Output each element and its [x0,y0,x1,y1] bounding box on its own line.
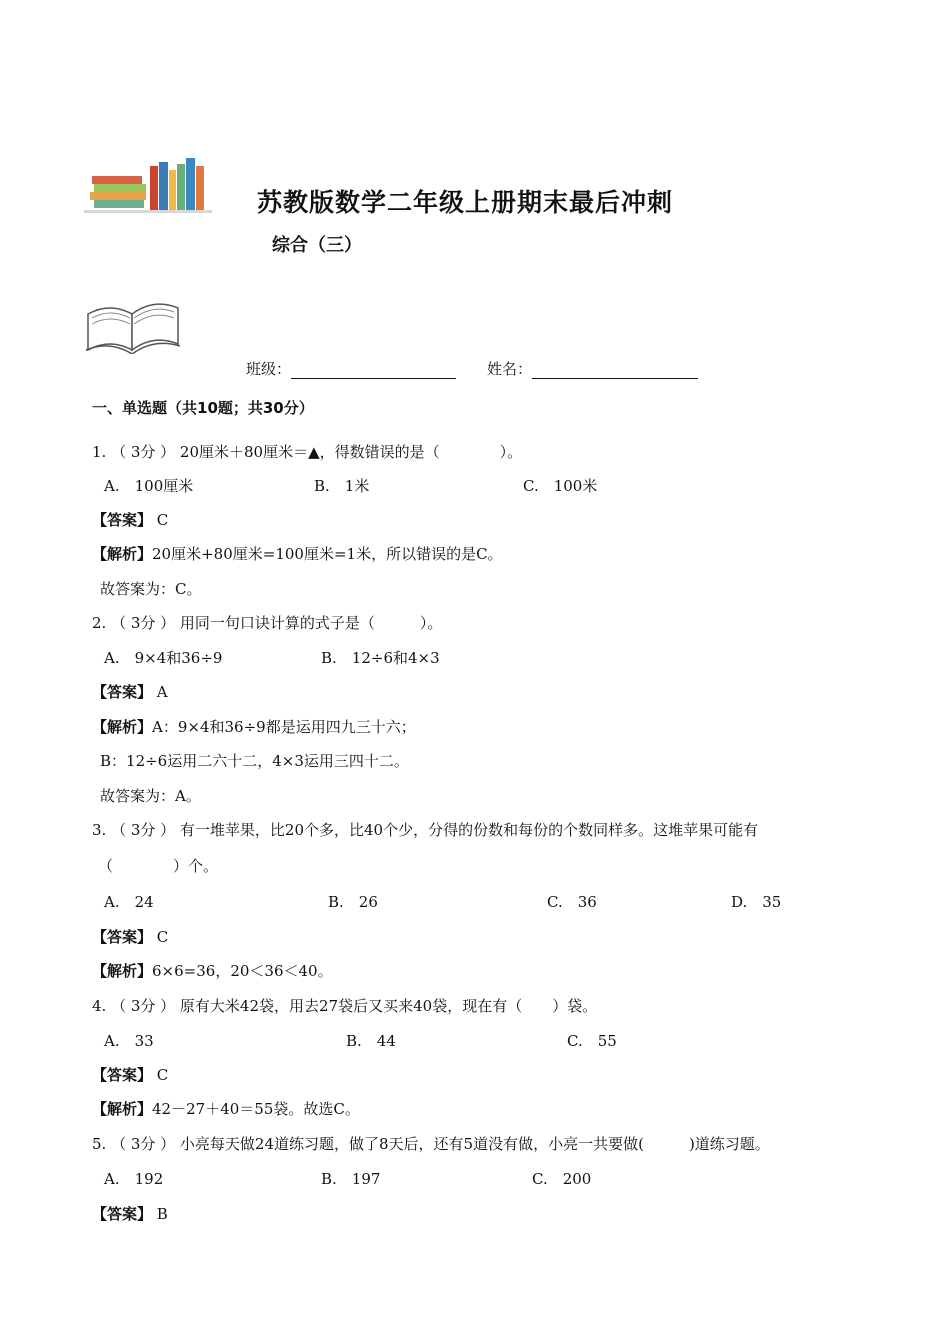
books-stack-illustration [84,152,212,216]
analysis-text: 故答案为：C。 [100,580,202,598]
analysis-text: 故答案为：A。 [100,787,201,805]
option: C. 200 [532,1170,592,1188]
analysis-label: 【解析】 [92,718,153,736]
answer-value: A [156,683,168,701]
analysis-text: B：12÷6运用二六十二，4×3运用三四十二。 [100,752,409,770]
analysis-label: 【解析】 [92,962,153,980]
open-book-illustration [84,284,182,354]
answer-label: 【答案】 [92,1205,153,1223]
answer-label: 【答案】 [92,511,153,529]
name-blank [532,362,698,379]
answer-value: C [156,928,169,946]
section-heading: 一、单选题（共10题；共30分） [92,399,314,417]
option: C. 55 [567,1032,617,1050]
question-stem: 5. （ 3分 ） 小亮每天做24道练习题，做了8天后，还有5道没有做，小亮一共要做( )道练习题。 [92,1135,770,1153]
question-stem: 3. （ 3分 ） 有一堆苹果，比20个多，比40个少，分得的份数和每份的个数同样多。这堆苹果可能有 [92,821,759,839]
option: A. 192 [104,1170,164,1188]
option: B. 12÷6和4×3 [321,649,440,667]
option: A. 9×4和36÷9 [104,649,223,667]
answer-line [92,510,168,530]
name-label: 姓名： [487,360,533,378]
option: A. 100厘米 [104,477,194,495]
analysis-text: 42－27＋40＝55袋。故选C。 [152,1100,360,1118]
option: A. 33 [104,1032,154,1050]
analysis-line [92,544,503,564]
class-field [246,359,456,379]
name-field [487,359,698,379]
analysis-text: 6×6=36，20＜36＜40。 [152,962,333,980]
answer-line [92,1204,168,1224]
answer-label: 【答案】 [92,683,153,701]
question-stem-continued: （ ）个。 [98,857,219,875]
class-label: 班级： [246,360,292,378]
option: D. 35 [731,893,782,911]
analysis-line [92,1099,360,1119]
option: B. 197 [321,1170,381,1188]
answer-line [92,1065,168,1085]
answer-line [92,927,168,947]
analysis-text: A：9×4和36÷9都是运用四九三十六； [152,718,416,736]
page-subtitle: 综合（三） [272,235,362,256]
answer-value: C [156,511,169,529]
analysis-text: 20厘米+80厘米=100厘米=1米，所以错误的是C。 [152,545,503,563]
page-title: 苏教版数学二年级上册期末最后冲刺 [257,188,674,217]
option: A. 24 [104,893,154,911]
answer-value: B [156,1205,168,1223]
question-stem: 1. （ 3分 ） 20厘米＋80厘米＝▲，得数错误的是（ ）。 [92,443,523,461]
class-blank [291,362,456,379]
analysis-line [92,961,333,981]
option: B. 26 [328,893,378,911]
option: C. 100米 [523,477,598,495]
answer-label: 【答案】 [92,928,153,946]
analysis-label: 【解析】 [92,545,153,563]
option: B. 44 [346,1032,396,1050]
answer-value: C [156,1066,169,1084]
analysis-line [92,717,416,737]
answer-label: 【答案】 [92,1066,153,1084]
analysis-label: 【解析】 [92,1100,153,1118]
question-stem: 2. （ 3分 ） 用同一句口诀计算的式子是（ ）。 [92,614,443,632]
option: C. 36 [547,893,597,911]
question-stem: 4. （ 3分 ） 原有大米42袋，用去27袋后又买来40袋，现在有（ ）袋。 [92,997,598,1015]
answer-line [92,682,168,702]
option: B. 1米 [314,477,370,495]
